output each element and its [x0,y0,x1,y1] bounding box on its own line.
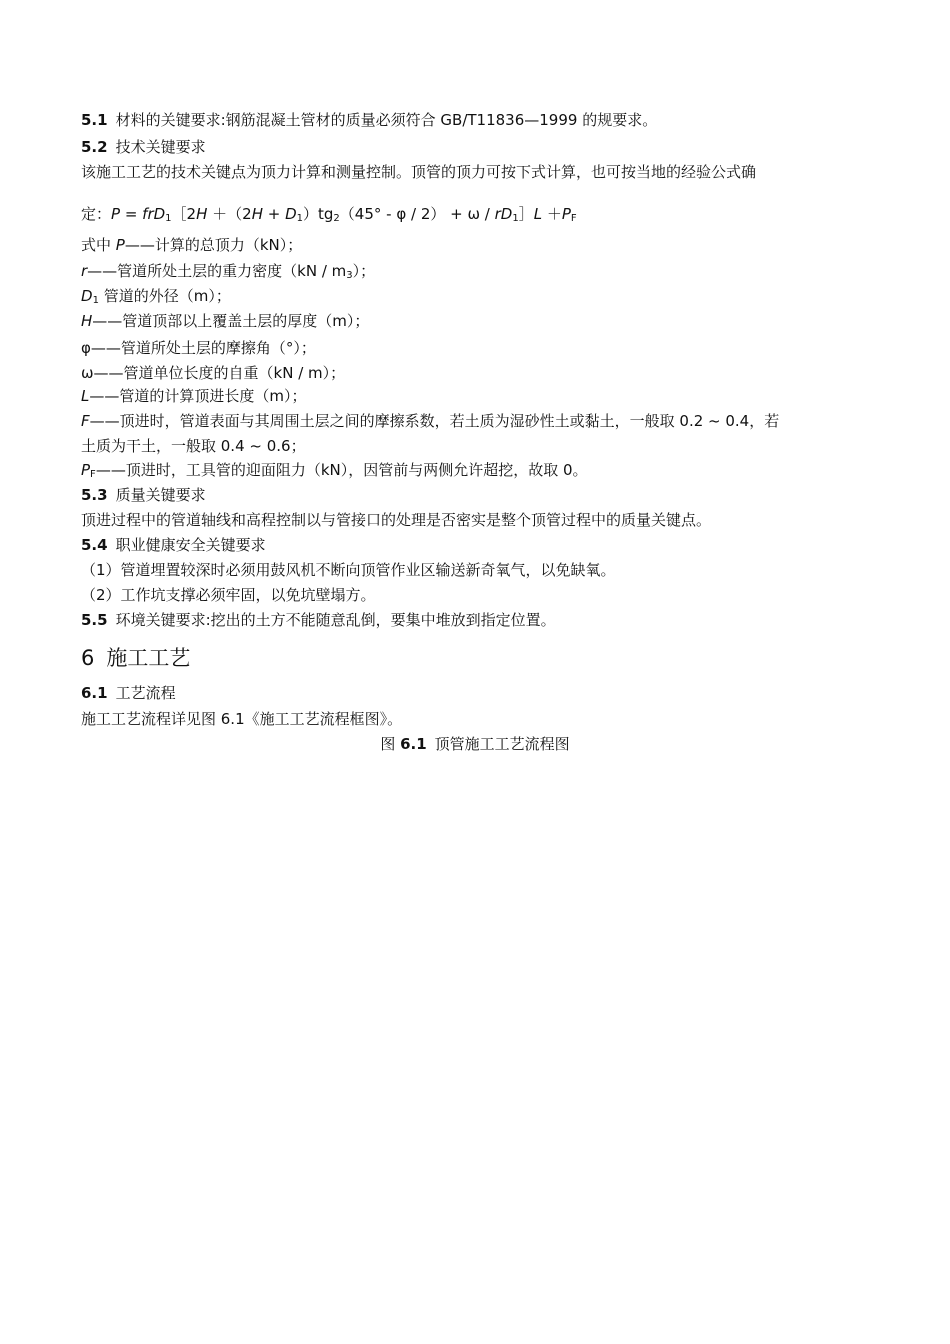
section-title: 质量关键要求 [115,486,206,504]
definition-r: r——管道所处土层的重力密度$(kN / m_3)$； [81,262,376,281]
paragraph-6-1: 施工工艺流程详见图 6.1《施工工艺流程框图》。 [81,710,403,728]
paragraph-5-2: 该施工工艺的技术关键点为顶力计算和测量控制。顶管的顶力可按下式计算，也可按当地的经验公式确 [81,163,757,181]
definition-pf: $P_F——$顶进时，工具管的迎面阻力（kN），因管前与两侧允许超挖，故取 0。 [81,461,588,480]
paragraph-5-3: 顶进过程中的管道轴线和高程控制以与管接口的处理是否密实是整个顶管过程中的质量关键点。 [81,511,712,529]
section-title: 职业健康安全关键要求 [115,536,266,554]
section-5-1 [81,110,657,130]
chapter-number: 6 [81,646,95,670]
section-number: 5.4 [81,536,108,554]
section-text: 环境关键要求:挖出的土方不能随意乱倒，要集中堆放到指定位置。 [115,611,556,629]
chapter-title: 施工工艺 [106,646,191,670]
definition-f-cont: 土质为干土，一般取 0.4 ~ 0.6； [81,437,306,455]
section-title: 工艺流程 [115,684,176,702]
definition-d1: $D_1$ 管道的外径（m）； [81,287,231,306]
section-number: 5.5 [81,611,108,629]
section-number: 5.2 [81,138,108,156]
section-number: 6.1 [81,684,108,702]
section-text: 材料的关键要求:钢筋混凝土管材的质量必须符合 GB/T11836—1999 的规要求。 [115,111,658,129]
section-5-5 [81,610,556,630]
section-5-3-heading [81,485,206,505]
definition-omega: ω——管道单位长度的自重（kN / m）； [81,364,346,382]
formula: 定：P = frD$_1$［2H $+(2H + D_1)tg_2(45^\circ - \varphi / 2) + \omega$ / $rD_1]L +P_F$ [81,205,577,224]
figure-caption: 图 6.1 顶管施工工艺流程图 [380,735,570,753]
definition-phi: φ——管道所处土层的摩擦角（°）； [81,339,316,357]
chapter-6-heading [81,644,190,672]
section-5-4-heading [81,535,266,555]
section-5-2-heading [81,137,206,157]
section-6-1-heading [81,683,176,703]
section-title: 技术关键要求 [115,138,206,156]
definition-p: 式中 P——计算的总顶力（kN）； [81,236,303,254]
definition-h: H——管道顶部以上覆盖土层的厚度（m）； [81,312,370,330]
section-number: 5.3 [81,486,108,504]
definition-l: L——管道的计算顶进长度（m）； [81,387,307,405]
definition-f: F——顶进时，管道表面与其周围土层之间的摩擦系数，若土质为湿砂性土或黏土，一般取 0.2 ~ 0.4，若 [81,412,780,430]
list-item-1: （1）管道埋置较深时必须用鼓风机不断向顶管作业区输送新奇氧气，以免缺氧。 [81,561,616,579]
section-number: 5.1 [81,111,108,129]
list-item-2: （2）工作坑支撑必须牢固，以免坑壁塌方。 [81,586,376,604]
